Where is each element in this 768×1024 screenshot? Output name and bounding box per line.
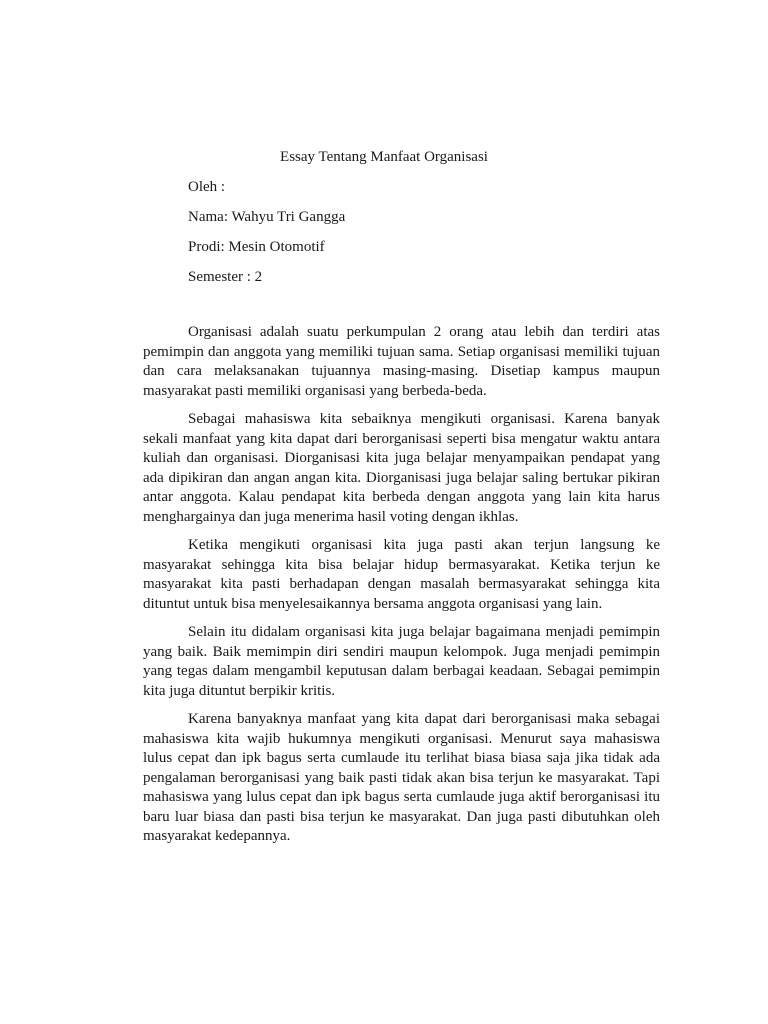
paragraph-1: Organisasi adalah suatu perkumpulan 2 orang atau lebih dan terdiri atas pemimpin dan anggota yang memiliki tujuan sama. Setiap organisasi memiliki tujuan dan cara melaksanakan tujuannya masing-masing. Disetiap kampus maupun masyarakat pasti memiliki organisasi yang berbeda-beda. — [143, 324, 660, 399]
study-program: Prodi: Mesin Otomotif — [188, 239, 325, 255]
paragraph-3: Ketika mengikuti organisasi kita juga pasti akan terjun langsung ke masyarakat sehingga kita bisa belajar hidup bermasyarakat. Ketika terjun ke masyarakat kita pasti berhadapan dengan masalah bermasyarakat sehingga kita dituntut untuk bisa menyelesaikannya bersama anggota organisasi yang lain. — [143, 537, 660, 612]
paragraph-2: Sebagai mahasiswa kita sebaiknya mengikuti organisasi. Karena banyak sekali manfaat yang kita dapat dari berorganisasi seperti bisa mengatur waktu antara kuliah dan organisasi. Diorganisasi kita juga belajar menyampaikan pendapat yang ada dipikiran dan angan angan kita. Diorganisasi juga belajar saling bertukar pikiran antar anggota. Kalau pendapat kita berbeda dengan anggota yang lain kita harus menghargainya dan juga menerima hasil voting dengan ikhlas. — [143, 411, 660, 525]
semester: Semester : 2 — [188, 269, 263, 285]
author-heading: Oleh : — [188, 179, 226, 195]
paragraph-4: Selain itu didalam organisasi kita juga belajar bagaimana menjadi pemimpin yang baik. Baik memimpin diri sendiri maupun kelompok. Juga menjadi pemimpin yang tegas dalam mengambil keputusan dalam berbagai keadaan. Sebagai pemimpin kita juga dituntut berpikir kritis. — [143, 624, 660, 699]
author-name: Nama: Wahyu Tri Gangga — [188, 209, 346, 225]
document-title: Essay Tentang Manfaat Organisasi — [280, 149, 488, 165]
paragraph-5: Karena banyaknya manfaat yang kita dapat dari berorganisasi maka sebagai mahasiswa kita wajib hukumnya mengikuti organisasi. Menurut saya mahasiswa lulus cepat dan ipk bagus serta cumlaude itu terlihat biasa biasa saja jika tidak ada pengalaman berorganisasi yang baik pasti tidak akan bisa terjun ke masyarakat. Tapi mahasiswa yang lulus cepat dan ipk bagus serta cumlaude juga aktif berorganisasi itu baru luar biasa dan pasti bisa terjun ke masyarakat. Dan juga pasti dibutuhkan oleh masyarakat kedepannya. — [143, 711, 660, 844]
essay-body — [143, 323, 660, 856]
